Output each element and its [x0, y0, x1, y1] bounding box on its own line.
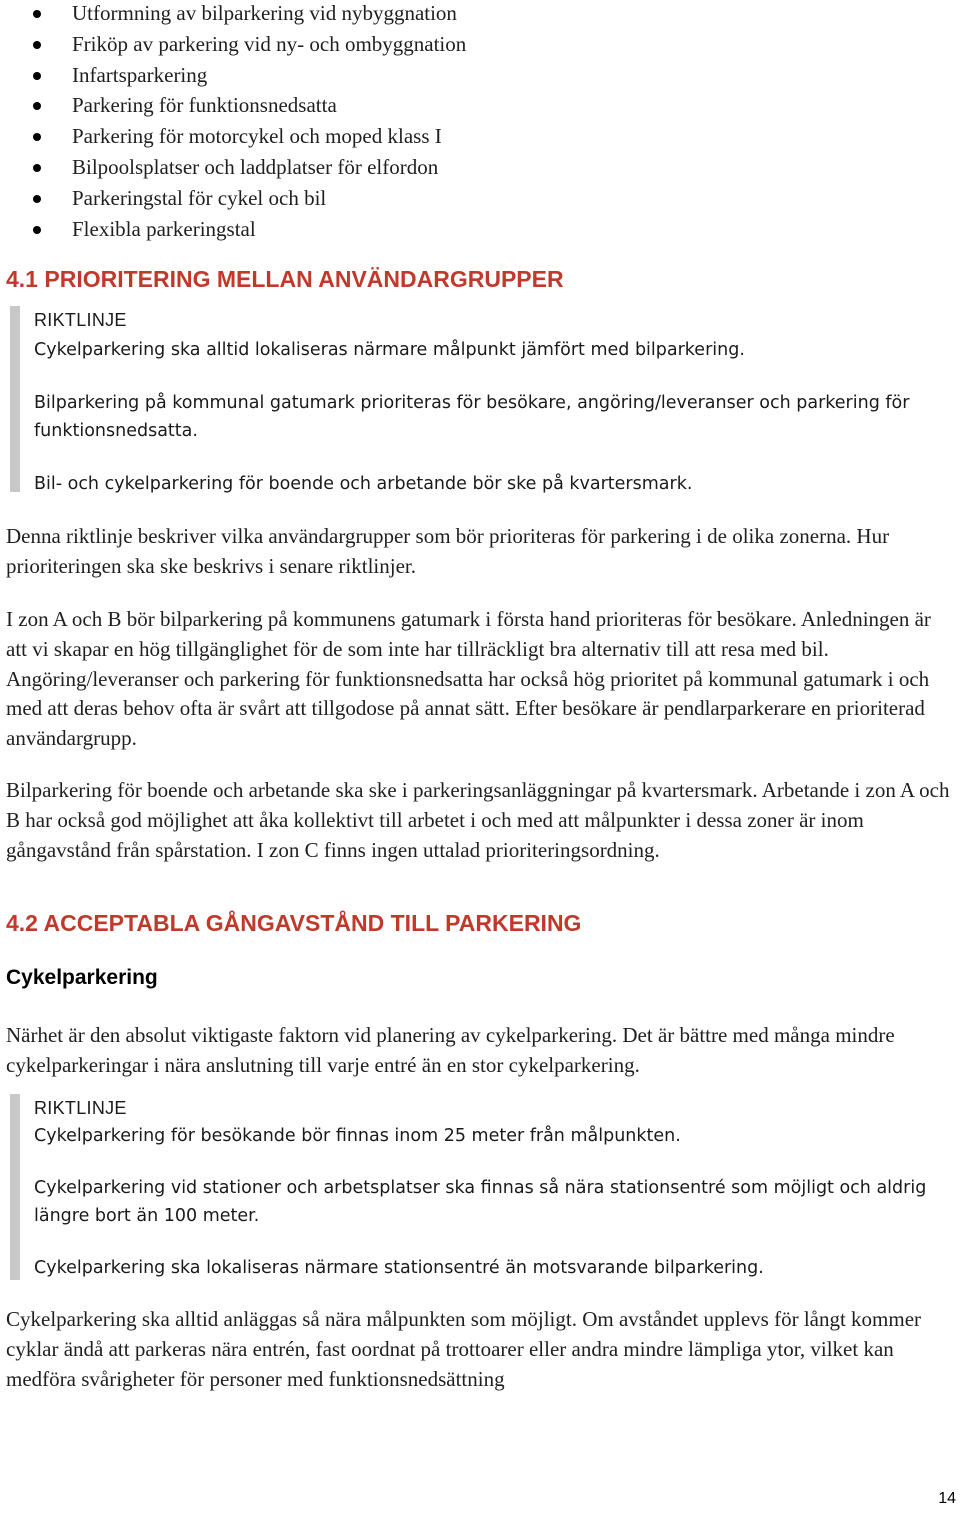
list-item: Utformning av bilparkering vid nybyggnation: [0, 0, 900, 31]
list-item: Friköp av parkering vid ny- och ombyggnation: [0, 31, 900, 62]
paragraph: Bilparkering för boende och arbetande ska ske i parkeringsanläggningar på kvartersmark. Arbetande i zon A och B har också god möjlighet att åka kollektivt till arbetet i och med att målpunkter i dessa zoner är inom gångavstånd från spårstation. I zon C finns ingen uttalad prioriteringsordning.: [6, 778, 950, 862]
paragraph: Närhet är den absolut viktigaste faktorn vid planering av cykelparkering. Det är bättre med många mindre cykelparkeringar i nära anslutning till varje entré än en stor cykelparkering.: [6, 1023, 895, 1077]
paragraph: Denna riktlinje beskriver vilka användargrupper som bör prioriteras för parkering i de olika zonerna. Hur prioriteringen ska ske beskrivs i senare riktlinjer.: [6, 524, 890, 578]
subheading-cykelparkering: Cykelparkering: [6, 966, 158, 989]
bullet-icon: [33, 164, 41, 172]
bullet-icon: [33, 133, 41, 141]
bullet-icon: [33, 10, 41, 18]
guideline-item: Cykelparkering för besökande bör finnas inom 25 meter från målpunkten.: [34, 1126, 681, 1146]
bullet-icon: [33, 102, 41, 110]
page-number: 14: [938, 1490, 956, 1507]
guideline-bar: [10, 306, 20, 492]
guideline-item: Cykelparkering ska alltid lokaliseras närmare målpunkt jämfört med bilparkering.: [34, 340, 745, 360]
list-item: Parkering för funktionsnedsatta: [0, 92, 900, 123]
guideline-item: Bilparkering på kommunal gatumark prioriteras för besökare, angöring/leveranser och parkering för funktionsnedsatta.: [34, 393, 910, 441]
guideline-box-1: [10, 306, 950, 492]
paragraph: Cykelparkering ska alltid anläggas så nära målpunkten som möjligt. Om avståndet upplevs för långt kommer cyklar ändå att parkeras nära entrén, fast oordnat på trottoarer eller andra mindre lämpliga ytor, vilket kan medföra svårigheter för personer med funktionsnedsättning: [6, 1307, 922, 1391]
guideline-item: Cykelparkering ska lokaliseras närmare stationsentré än motsvarande bilparkering.: [34, 1258, 764, 1278]
list-item: Flexibla parkeringstal: [0, 216, 900, 247]
guideline-item: Bil- och cykelparkering för boende och arbetande bör ske på kvartersmark.: [34, 474, 693, 494]
bullet-icon: [33, 226, 41, 234]
list-item: Parkeringstal för cykel och bil: [0, 185, 900, 216]
guideline-label: RIKTLINJE: [34, 310, 127, 330]
section-heading-4-2: 4.2 ACCEPTABLA GÅNGAVSTÅND TILL PARKERING: [6, 910, 582, 936]
guideline-label: RIKTLINJE: [34, 1098, 127, 1118]
list-item: Bilpoolsplatser och laddplatser för elfordon: [0, 154, 900, 185]
bullet-icon: [33, 72, 41, 80]
guideline-bar: [10, 1094, 20, 1280]
bullet-icon: [33, 41, 41, 49]
bullet-icon: [33, 195, 41, 203]
guideline-box-2: [10, 1094, 950, 1280]
topic-bullet-list: [0, 0, 900, 246]
list-item: Parkering för motorcykel och moped klass I: [0, 123, 900, 154]
paragraph: I zon A och B bör bilparkering på kommunens gatumark i första hand prioriteras för besökare. Anledningen är att vi skapar en hög tillgänglighet för de som inte har tillräckligt bra alternativ till att resa med bil. Angöring/leveranser och parkering för funktionsnedsatta har också hög prioritet på kommunal gatumark i och med att deras behov ofta är svårt att tillgodose på annat sätt. Efter besökare är pendlarparkerare en prioriterad användargrupp.: [6, 607, 931, 751]
section-heading-4-1: 4.1 PRIORITERING MELLAN ANVÄNDARGRUPPER: [6, 266, 564, 292]
guideline-item: Cykelparkering vid stationer och arbetsplatser ska finnas så nära stationsentré som möjligt och aldrig längre bort än 100 meter.: [34, 1178, 927, 1226]
list-item: Infartsparkering: [0, 62, 900, 93]
